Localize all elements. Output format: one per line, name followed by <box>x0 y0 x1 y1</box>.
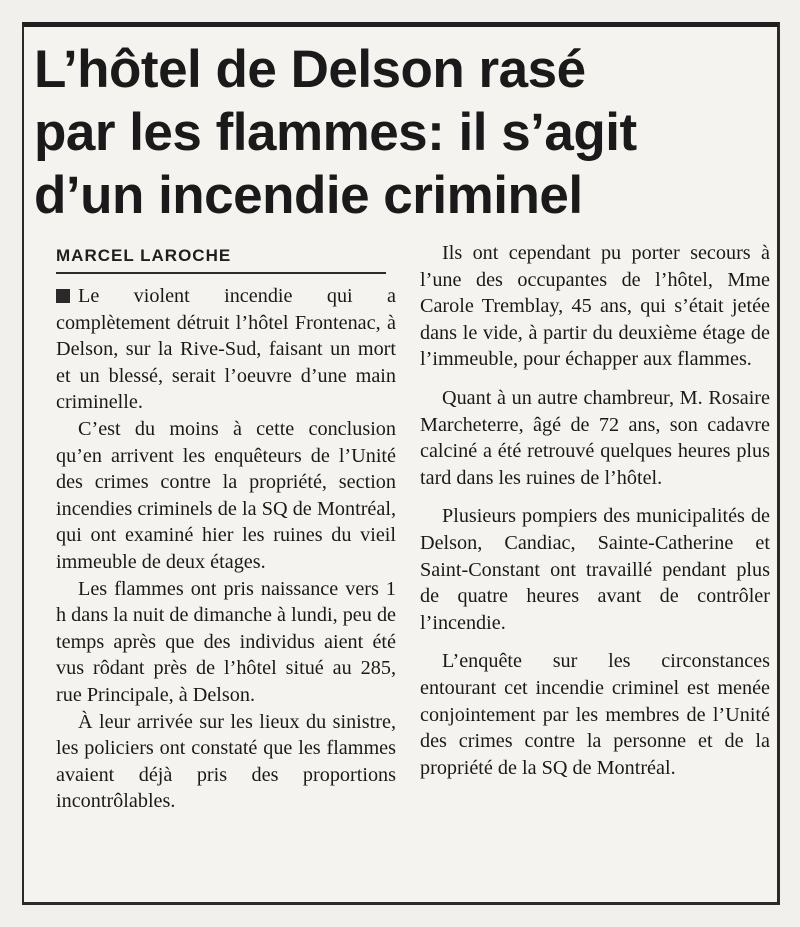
paragraph: L’enquête sur les circonstances entourant cet incendie criminel est menée conjointement par les membres de l’Unité des crimes contre la personne et de la propriété de la SQ de Montréal. <box>420 650 770 779</box>
right-column <box>420 240 770 781</box>
paragraph: Ils ont cependant pu porter secours à l’une des occupantes de l’hôtel, Mme Carole Tremblay, 45 ans, qui s’était jetée dans le vide, à partir du deuxième étage de l’immeuble, pour échapper aux flammes. <box>420 242 770 371</box>
byline-rule <box>56 272 386 274</box>
paragraph: Les flammes ont pris naissance vers 1 h dans la nuit de dimanche à lundi, peu de temps après que des individus aient été vus rôdant près de l’hôtel situé au 285, rue Principale, à Delson. <box>56 577 396 706</box>
left-column <box>56 283 396 815</box>
paragraph: C’est du moins à cette conclusion qu’en arrivent les enquêteurs de l’Unité des crimes contre la propriété, section incendies criminels de la SQ de Montréal, qui ont examiné hier les ruines du vieil immeuble de deux étages. <box>56 417 396 573</box>
paragraph: Quant à un autre chambreur, M. Rosaire Marcheterre, âgé de 72 ans, son cadavre calciné a été retrouvé quelques heures plus tard dans les ruines de l’hôtel. <box>420 386 770 489</box>
paragraph-text: Le violent incendie qui a complètement détruit l’hôtel Frontenac, à Delson, sur la Rive-Sud, faisant un mort et un blessé, serait l’oeuvre d’une main criminelle. <box>56 285 396 414</box>
byline: MARCEL LAROCHE <box>56 246 232 265</box>
headline-line: L’hôtel de Delson rasé <box>34 40 586 99</box>
headline-line: par les flammes: il s’agit <box>34 103 637 162</box>
paragraph: À leur arrivée sur les lieux du sinistre, les policiers ont constaté que les flammes avaient déjà pris des proportions incontrôlables. <box>56 710 396 813</box>
paragraph: Plusieurs pompiers des municipalités de Delson, Candiac, Sainte-Catherine et Saint-Constant ont travaillé pendant plus de quatre heures avant de contrôler l’incendie. <box>420 505 770 634</box>
paragraph <box>56 283 396 416</box>
headline <box>34 38 774 227</box>
headline-line: d’un incendie criminel <box>34 166 583 225</box>
lead-marker-icon <box>56 289 70 303</box>
